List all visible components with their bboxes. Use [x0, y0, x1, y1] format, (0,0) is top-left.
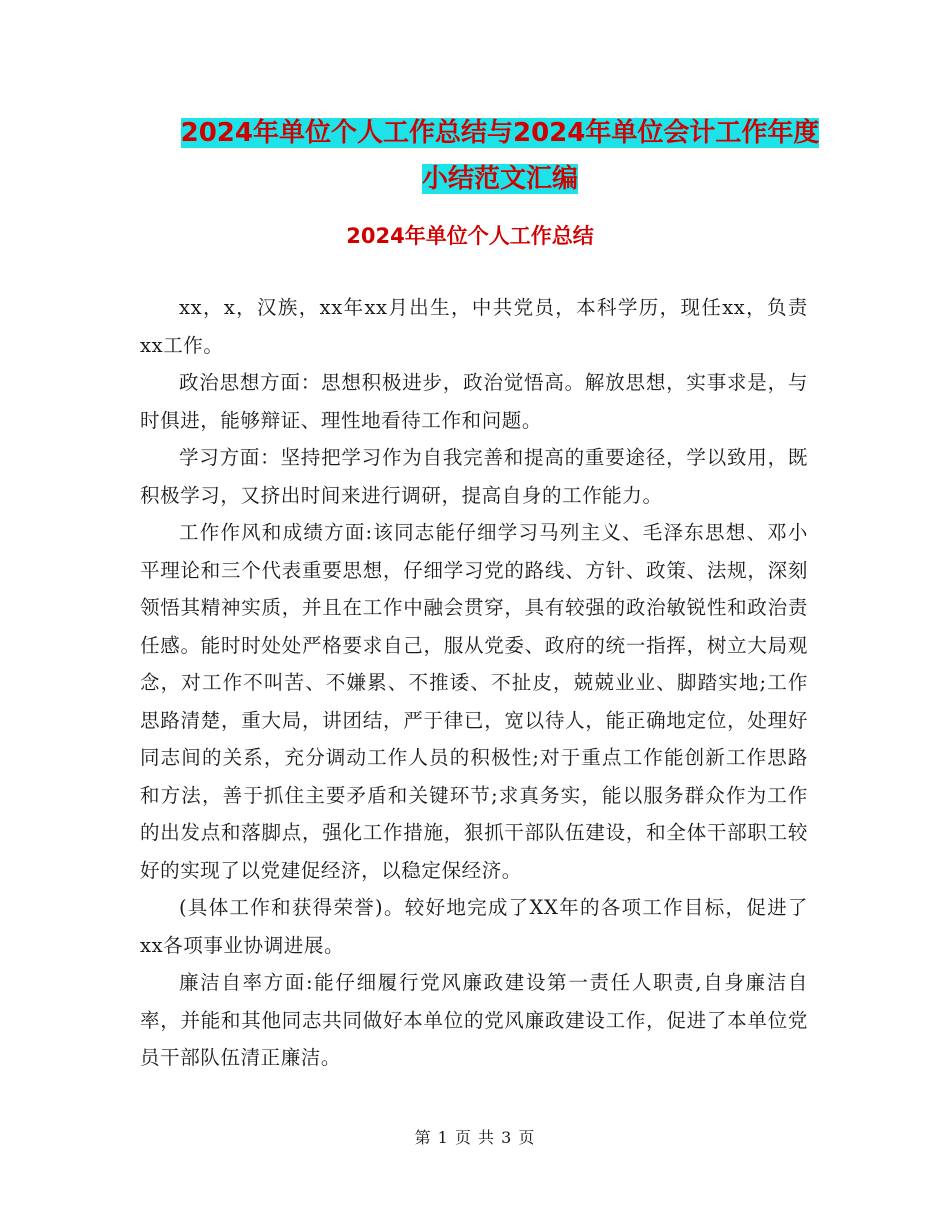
- paragraph-political: 政治思想方面：思想积极进步，政治觉悟高。解放思想，实事求是，与时俱进，能够辩证、理性地看待工作和问题。: [140, 371, 808, 432]
- paragraph-integrity: 廉洁自率方面:能仔细履行党风廉政建设第一责任人职责,自身廉洁自率，并能和其他同志共同做好本单位的党风廉政建设工作，促进了本单位党员干部队伍清正廉洁。: [140, 971, 808, 1069]
- paragraph-intro: xx，x，汉族，xx年xx月出生，中共党员，本科学历，现任xx，负责xx工作。: [140, 296, 808, 357]
- paragraph-achievements: (具体工作和获得荣誉)。较好地完成了XX年的各项工作目标，促进了xx各项事业协调进展。: [140, 896, 808, 957]
- document-title-line-2: 小结范文汇编: [421, 164, 578, 194]
- section-title: 2024年单位个人工作总结: [346, 224, 594, 248]
- paragraph-study: 学习方面：坚持把学习作为自我完善和提高的重要途径，学以致用，既积极学习，又挤出时间来进行调研，提高自身的工作能力。: [140, 446, 808, 507]
- paragraph-work-style: 工作作风和成绩方面:该同志能仔细学习马列主义、毛泽东思想、邓小平理论和三个代表重要思想，仔细学习党的路线、方针、政策、法规，深刻领悟其精神实质，并且在工作中融会贯穿，具有较强的政治敏锐性和政治责任感。能时时处处严格要求自己，服从党委、政府的统一指挥，树立大局观念，对工作不叫苦、不嫌累、不推诿、不扯皮，兢兢业业、脚踏实地;工作思路清楚，重大局，讲团结，严于律已，宽以待人，能正确地定位，处理好同志间的关系，充分调动工作人员的积极性;对于重点工作能创新工作思路和方法，善于抓住主要矛盾和关键环节;求真务实，能以服务群众作为工作的出发点和落脚点，强化工作措施，狠抓干部队伍建设，和全体干部职工较好的实现了以党建促经济，以稳定保经济。: [140, 521, 808, 882]
- document-body: [140, 289, 808, 1077]
- document-title: [140, 110, 860, 202]
- document-title-line-1: 2024年单位个人工作总结与2024年单位会计工作年度: [180, 118, 820, 148]
- page-footer: 第 1 页 共 3 页: [414, 1128, 536, 1147]
